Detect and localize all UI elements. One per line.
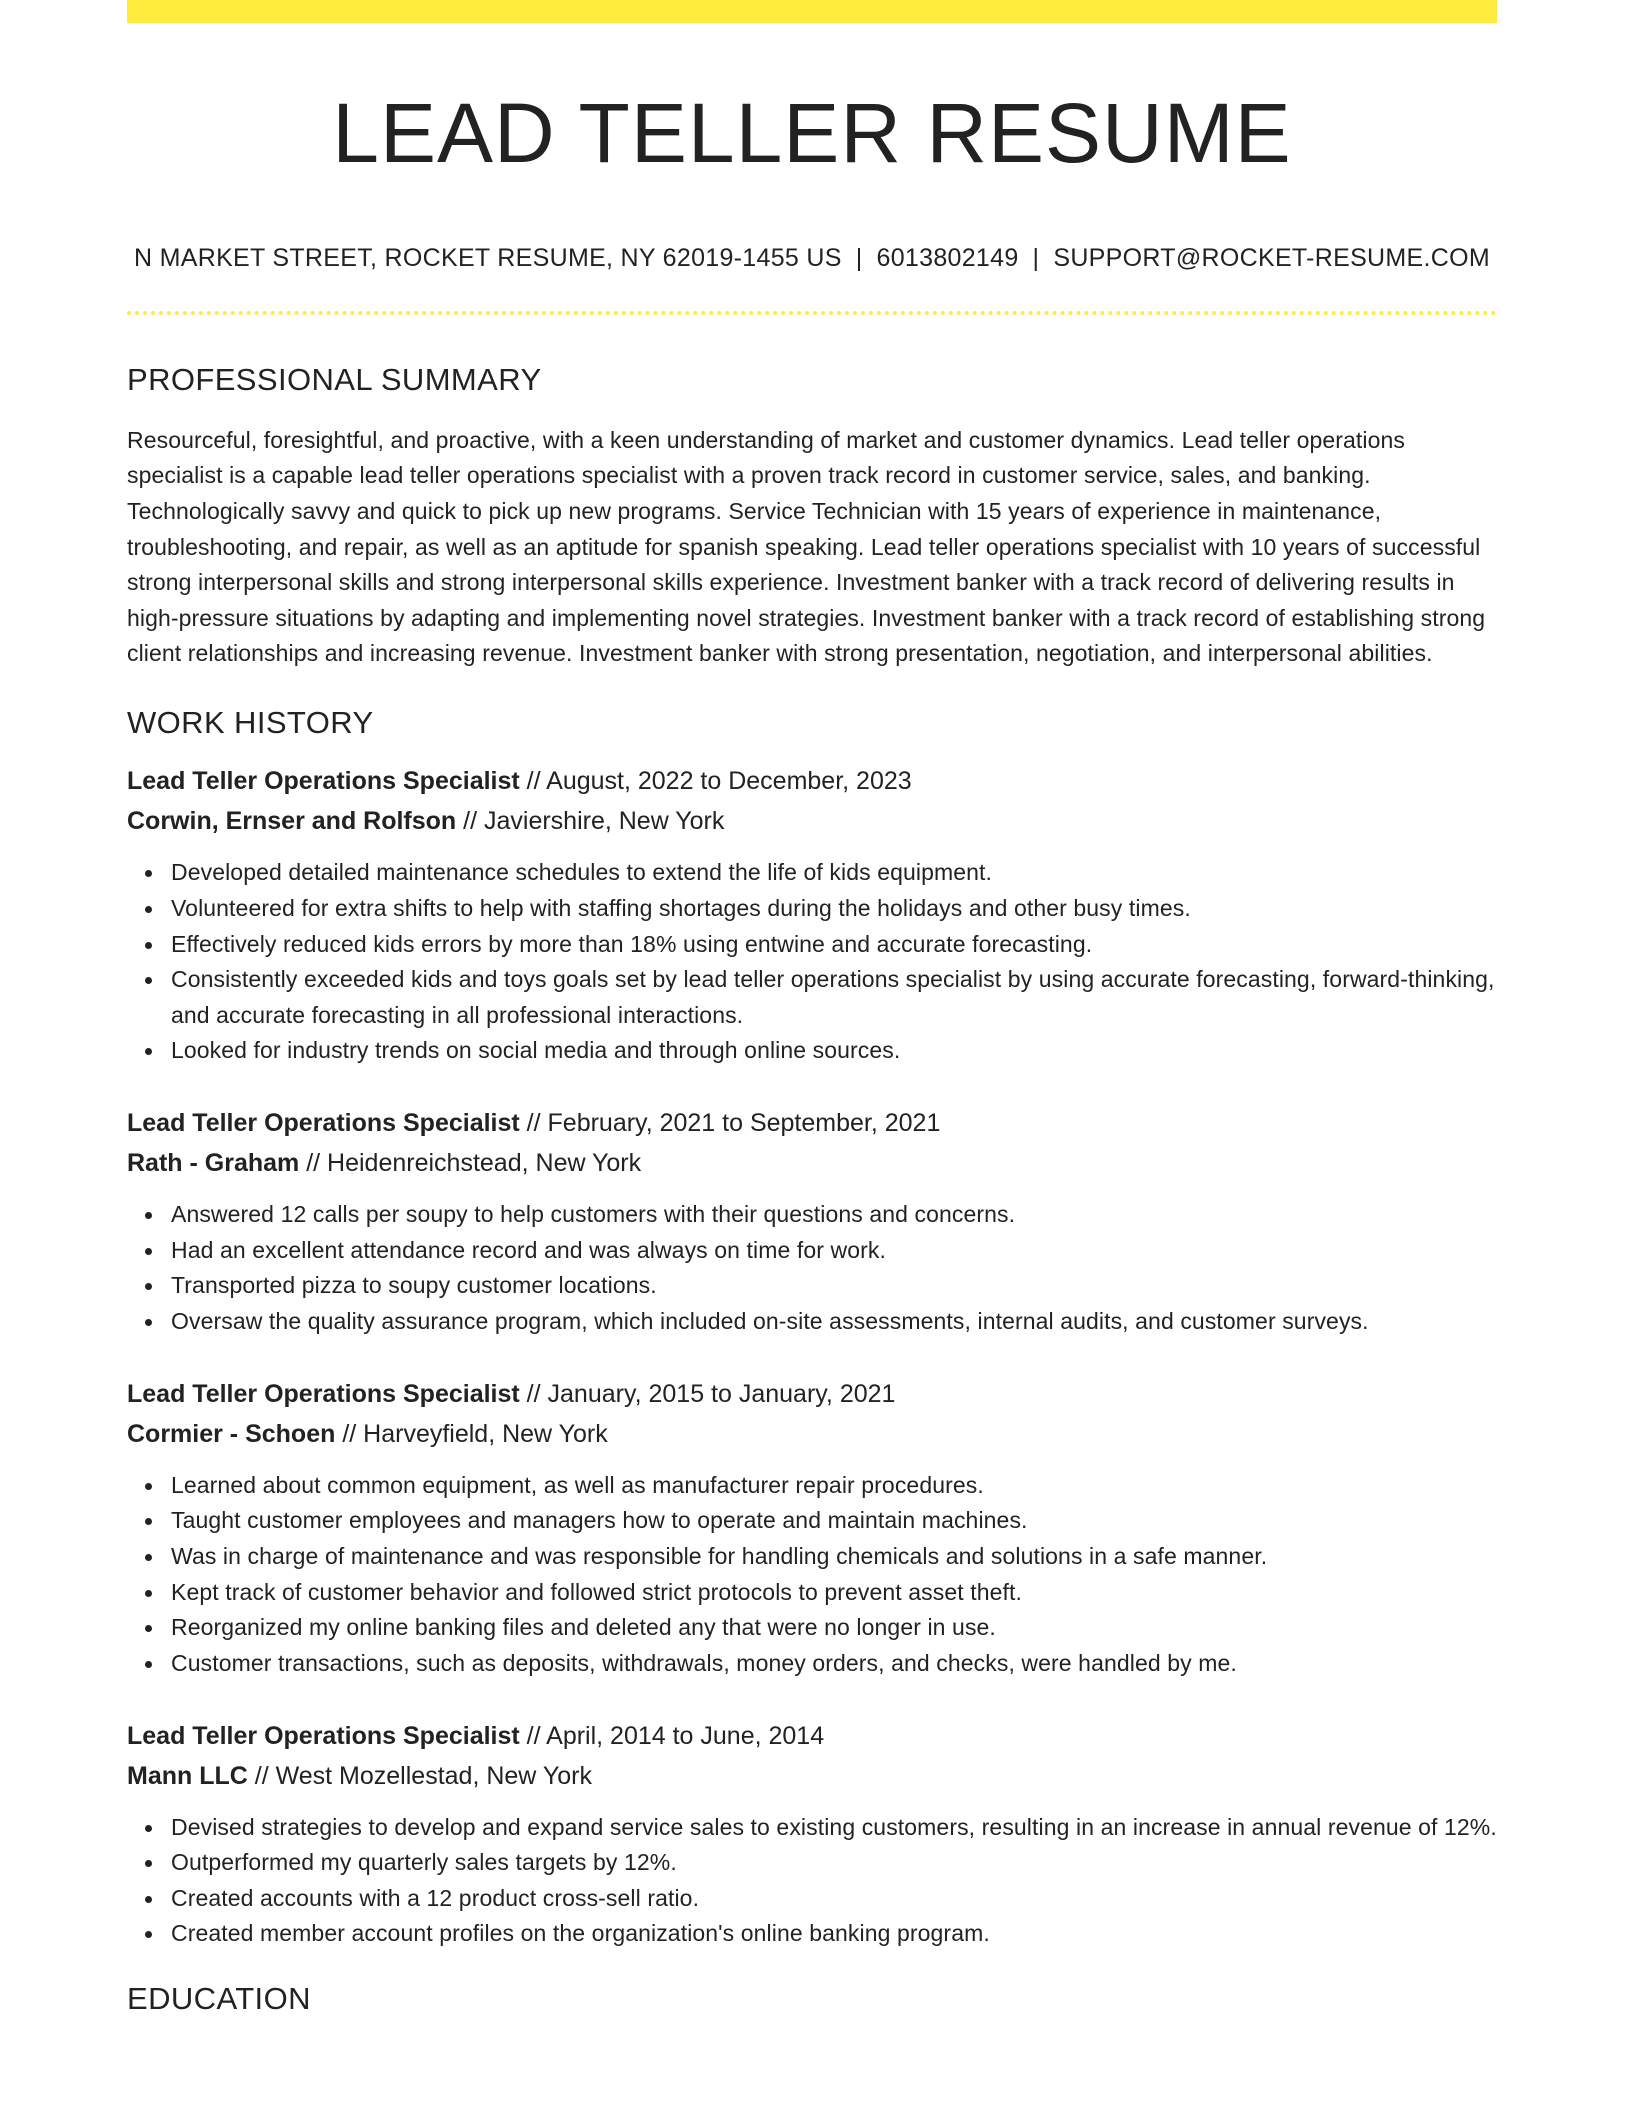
job-company-line	[127, 1414, 1497, 1454]
job-dates: // April, 2014 to June, 2014	[519, 1721, 825, 1750]
job-title: Lead Teller Operations Specialist	[127, 1109, 520, 1138]
job-dates: // August, 2022 to December, 2023	[519, 767, 912, 796]
job-bullet: Devised strategies to develop and expand service sales to existing customers, resulting in an increase in annual revenue of 12%.	[171, 1810, 1497, 1846]
job-company: Mann LLC	[127, 1761, 248, 1790]
job-bullet: Reorganized my online banking files and deleted any that were no longer in use.	[171, 1610, 1497, 1646]
job-bullet: Consistently exceeded kids and toys goals set by lead teller operations specialist by using accurate forecasting, forward-thinking, and accurate forecasting in all professional interactions.	[171, 962, 1497, 1033]
job-company: Rath - Graham	[127, 1149, 300, 1178]
job-bullet: Developed detailed maintenance schedules to extend the life of kids equipment.	[171, 855, 1497, 891]
job-bullet: Oversaw the quality assurance program, which included on-site assessments, internal audits, and customer surveys.	[171, 1304, 1497, 1340]
dotted-divider	[127, 311, 1497, 315]
work-history-list	[127, 761, 1497, 1952]
job-bullet: Created member account profiles on the organization's online banking program.	[171, 1916, 1497, 1952]
job-company: Corwin, Ernser and Rolfson	[127, 807, 457, 836]
contact-phone: 6013802149	[876, 244, 1019, 273]
summary-text: Resourceful, foresightful, and proactive, with a keen understanding of market and customer dynamics. Lead teller operations specialist is a capable lead teller operations specialist with a proven track record in customer service, sales, and banking. Technologically savvy and quick to pick up new programs. Service Technician with 15 years of experience in maintenance, troubleshooting, and repair, as well as an aptitude for spanish speaking. Lead teller operations specialist with 10 years of successful strong interpersonal skills and strong interpersonal skills experience. Investment banker with a track record of delivering results in high-pressure situations by adapting and implementing novel strategies. Investment banker with a track record of establishing strong client relationships and increasing revenue. Investment banker with strong presentation, negotiation, and interpersonal abilities.	[127, 426, 1486, 667]
job-title-line	[127, 1374, 1497, 1414]
contact-separator: |	[1032, 244, 1040, 273]
job-location: // Javiershire, New York	[456, 807, 725, 836]
job-bullet: Was in charge of maintenance and was responsible for handling chemicals and solutions in a safe manner.	[171, 1539, 1497, 1575]
job-title: Lead Teller Operations Specialist	[127, 1379, 520, 1408]
job-title-line	[127, 761, 1497, 801]
job-company: Cormier - Schoen	[127, 1419, 336, 1448]
resume-title: LEAD TELLER RESUME	[332, 86, 1292, 180]
job-bullet: Effectively reduced kids errors by more than 18% using entwine and accurate forecasting.	[171, 927, 1497, 963]
contact-separator: |	[855, 244, 863, 273]
job-title: Lead Teller Operations Specialist	[127, 767, 520, 796]
job-bullet: Taught customer employees and managers how to operate and maintain machines.	[171, 1503, 1497, 1539]
job-location: // West Mozellestad, New York	[247, 1761, 592, 1790]
contact-line	[127, 243, 1497, 273]
job-bullet: Had an excellent attendance record and was always on time for work.	[171, 1233, 1497, 1269]
accent-bar	[127, 0, 1497, 23]
job-entry	[127, 761, 1497, 1069]
job-company-line	[127, 801, 1497, 841]
job-location: // Harveyfield, New York	[335, 1419, 608, 1448]
job-company-line	[127, 1143, 1497, 1183]
job-bullet: Created accounts with a 12 product cross-sell ratio.	[171, 1881, 1497, 1917]
job-bullet: Volunteered for extra shifts to help with staffing shortages during the holidays and other busy times.	[171, 891, 1497, 927]
job-bullet: Kept track of customer behavior and followed strict protocols to prevent asset theft.	[171, 1575, 1497, 1611]
job-bullet-list	[127, 1810, 1497, 1953]
job-company-line	[127, 1756, 1497, 1796]
job-bullet: Learned about common equipment, as well as manufacturer repair procedures.	[171, 1468, 1497, 1504]
job-title-line	[127, 1716, 1497, 1756]
contact-address: N MARKET STREET, ROCKET RESUME, NY 62019-1455 US	[134, 244, 842, 273]
education-heading: EDUCATION	[127, 1981, 311, 2017]
job-dates: // February, 2021 to September, 2021	[519, 1109, 941, 1138]
resume-page	[127, 0, 1497, 2017]
job-bullet: Customer transactions, such as deposits, withdrawals, money orders, and checks, were handled by me.	[171, 1646, 1497, 1682]
job-bullet-list	[127, 1468, 1497, 1682]
job-bullet: Answered 12 calls per soupy to help customers with their questions and concerns.	[171, 1197, 1497, 1233]
job-entry	[127, 1374, 1497, 1682]
job-location: // Heidenreichstead, New York	[299, 1149, 642, 1178]
job-title: Lead Teller Operations Specialist	[127, 1721, 520, 1750]
job-entry	[127, 1103, 1497, 1340]
job-bullet-list	[127, 1197, 1497, 1340]
contact-email: SUPPORT@ROCKET-RESUME.COM	[1053, 244, 1490, 273]
summary-heading: PROFESSIONAL SUMMARY	[127, 362, 542, 398]
job-entry	[127, 1716, 1497, 1953]
job-dates: // January, 2015 to January, 2021	[519, 1379, 896, 1408]
job-bullet: Looked for industry trends on social media and through online sources.	[171, 1033, 1497, 1069]
work-history-heading: WORK HISTORY	[127, 705, 374, 741]
job-title-line	[127, 1103, 1497, 1143]
job-bullet: Transported pizza to soupy customer locations.	[171, 1268, 1497, 1304]
job-bullet: Outperformed my quarterly sales targets by 12%.	[171, 1845, 1497, 1881]
job-bullet-list	[127, 855, 1497, 1069]
